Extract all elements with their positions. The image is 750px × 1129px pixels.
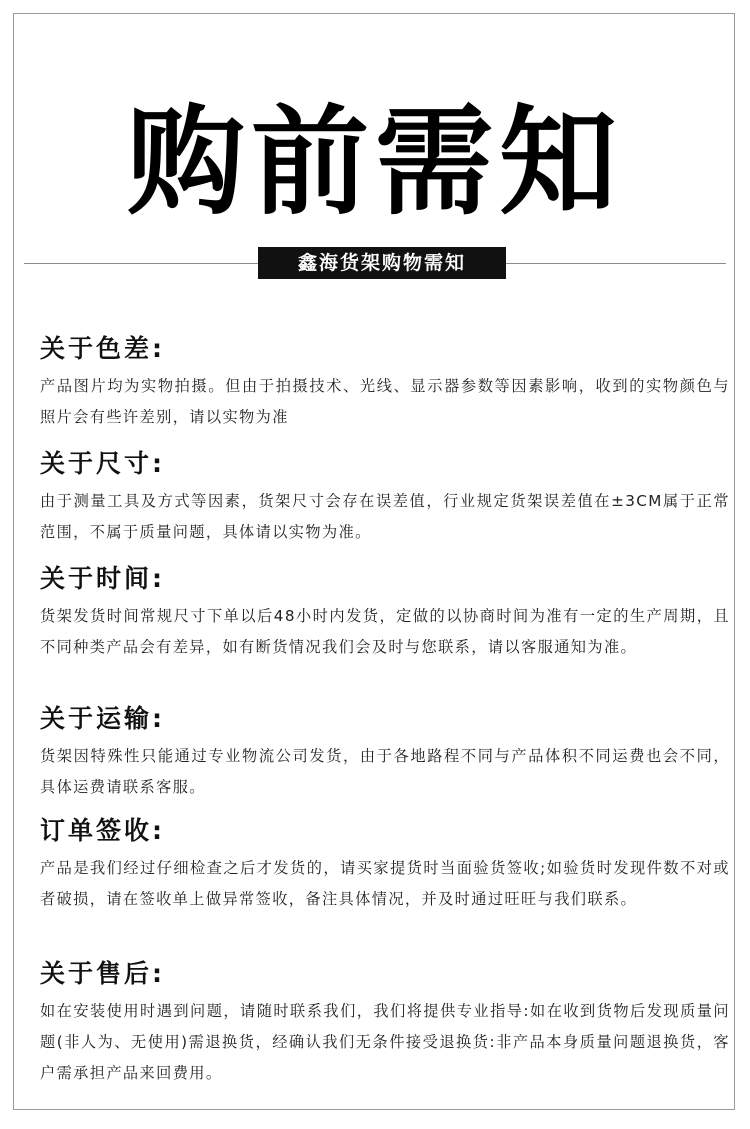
section-heading: 订单签收: — [40, 816, 165, 845]
section-heading: 关于时间: — [40, 564, 165, 593]
section-size — [40, 448, 730, 548]
section-body: 由于测量工具及方式等因素，货架尺寸会存在误差值，行业规定货架误差值在±3CM属于正常范围，不属于质量问题，具体请以实物为准。 — [40, 492, 730, 541]
section-order-receipt — [40, 815, 730, 915]
section-heading: 关于色差: — [40, 334, 165, 363]
section-after-sales — [40, 958, 730, 1089]
section-color-difference — [40, 333, 730, 433]
section-body: 货架因特殊性只能通过专业物流公司发货，由于各地路程不同与产品体积不同运费也会不同，具体运费请联系客服。 — [40, 747, 730, 796]
section-time — [40, 563, 730, 663]
section-heading: 关于运输: — [40, 704, 165, 733]
section-heading: 关于售后: — [40, 959, 165, 988]
section-body: 产品图片均为实物拍摄。但由于拍摄技术、光线、显示器参数等因素影响，收到的实物颜色与照片会有些许差别，请以实物为准 — [40, 377, 730, 426]
section-body: 产品是我们经过仔细检查之后才发货的，请买家提货时当面验货签收;如验货时发现件数不对或者破损，请在签收单上做异常签收，备注具体情况，并及时通过旺旺与我们联系。 — [40, 859, 730, 908]
page-title: 购前需知 — [126, 93, 623, 231]
section-transport — [40, 703, 730, 803]
section-body: 如在安装使用时遇到问题，请随时联系我们，我们将提供专业指导:如在收到货物后发现质量问题(非人为、无使用)需退换货，经确认我们无条件接受退换货:非产品本身质量问题退换货，客户需承担产品来回费用。 — [40, 1002, 730, 1082]
section-heading: 关于尺寸: — [40, 449, 165, 478]
section-body: 货架发货时间常规尺寸下单以后48小时内发货，定做的以协商时间为准有一定的生产周期，且不同种类产品会有差异，如有断货情况我们会及时与您联系，请以客服通知为准。 — [40, 607, 730, 656]
subtitle-banner: 鑫海货架购物需知 — [258, 247, 506, 279]
